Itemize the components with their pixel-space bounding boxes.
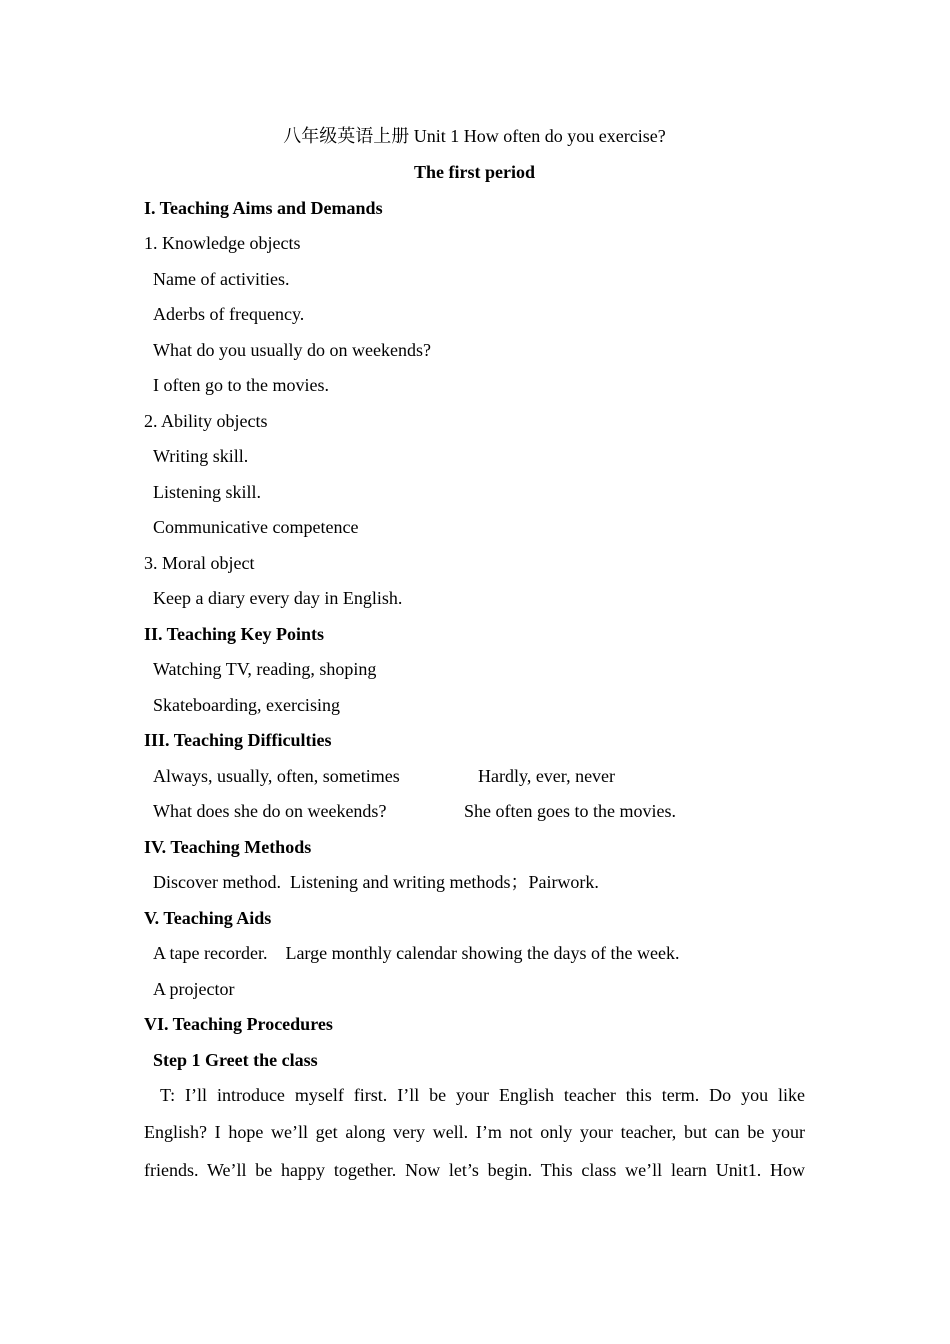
section-heading-key-points: II. Teaching Key Points <box>144 624 325 644</box>
aids-line: A projector <box>153 979 235 999</box>
section-heading-aims: I. Teaching Aims and Demands <box>144 198 383 218</box>
difficulty-row2-right: She often goes to the movies. <box>464 801 676 821</box>
ability-item: Communicative competence <box>153 517 359 537</box>
document-subtitle: The first period <box>414 162 535 182</box>
difficulty-row2-left: What does she do on weekends? <box>153 801 387 821</box>
step1-paragraph-line: T: I’ll introduce myself first. I’ll be your English teacher this term. Do you like <box>160 1085 805 1105</box>
ability-item: Listening skill. <box>153 482 261 502</box>
ability-item: Writing skill. <box>153 446 249 466</box>
methods-text: Discover method. Listening and writing methods；Pairwork. <box>153 872 599 892</box>
knowledge-objects-label: 1. Knowledge objects <box>144 233 301 253</box>
document-page <box>144 0 805 1344</box>
moral-object-label: 3. Moral object <box>144 553 255 573</box>
aids-line: A tape recorder. Large monthly calendar showing the days of the week. <box>153 943 680 963</box>
step1-heading: Step 1 Greet the class <box>153 1050 318 1070</box>
section-heading-aids: V. Teaching Aids <box>144 908 272 928</box>
section-heading-difficulties: III. Teaching Difficulties <box>144 730 332 750</box>
knowledge-item: I often go to the movies. <box>153 375 329 395</box>
ability-objects-label: 2. Ability objects <box>144 411 268 431</box>
step1-paragraph-line: English? I hope we’ll get along very well. I’m not only your teacher, but can be your <box>144 1122 805 1142</box>
key-point-item: Skateboarding, exercising <box>153 695 340 715</box>
key-point-item: Watching TV, reading, shoping <box>153 659 377 679</box>
step1-paragraph-line: friends. We’ll be happy together. Now let’s begin. This class we’ll learn Unit1. How <box>144 1160 805 1180</box>
difficulty-row1-left: Always, usually, often, sometimes <box>153 766 400 786</box>
document-title: 八年级英语上册 Unit 1 How often do you exercise? <box>283 126 666 146</box>
section-heading-methods: IV. Teaching Methods <box>144 837 312 857</box>
difficulty-row1-right: Hardly, ever, never <box>478 766 616 786</box>
moral-item: Keep a diary every day in English. <box>153 588 403 608</box>
section-heading-procedures: VI. Teaching Procedures <box>144 1014 333 1034</box>
knowledge-item: Name of activities. <box>153 269 290 289</box>
knowledge-item: What do you usually do on weekends? <box>153 340 431 360</box>
knowledge-item: Aderbs of frequency. <box>153 304 305 324</box>
